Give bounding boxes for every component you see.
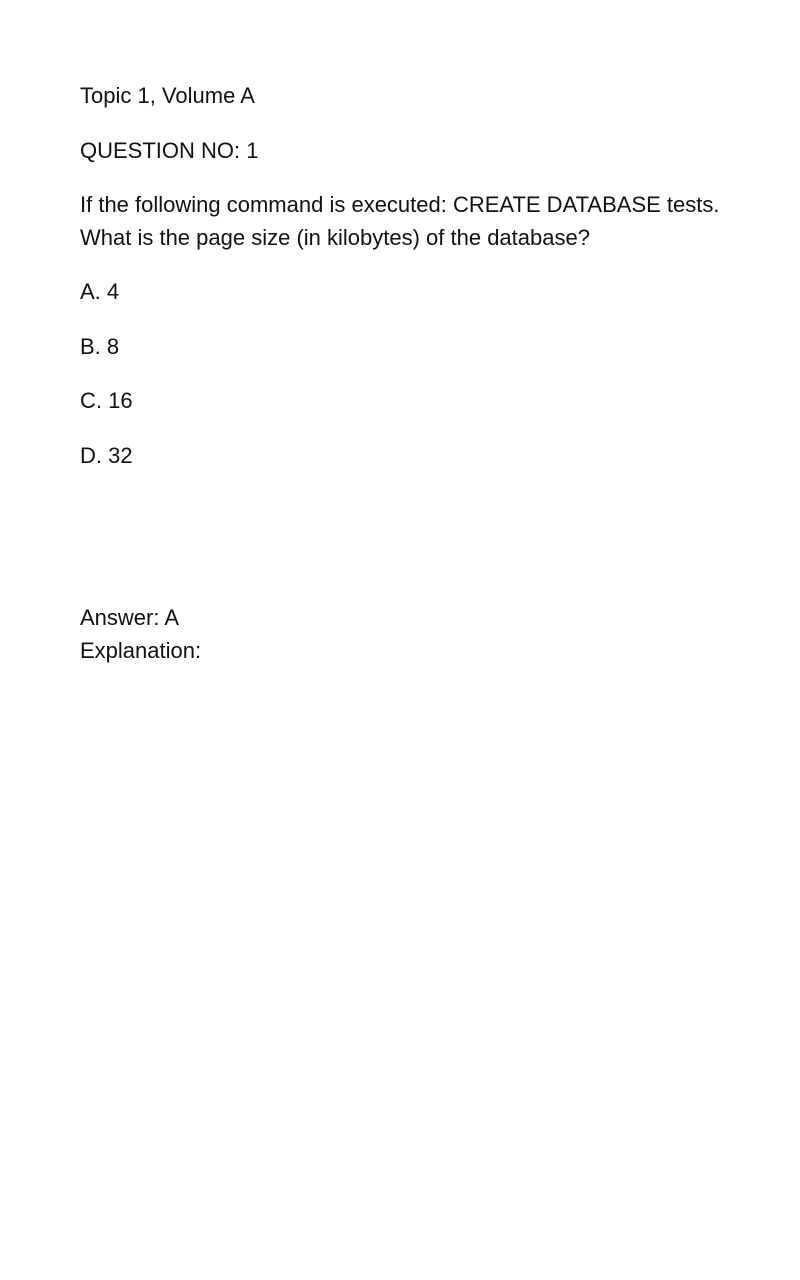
option-d: D. 32 — [80, 442, 133, 468]
answer-line: Answer: A — [80, 605, 180, 630]
topic-heading: Topic 1, Volume A — [80, 83, 255, 108]
option-c: C. 16 — [80, 388, 133, 413]
question-number: QUESTION NO: 1 — [80, 137, 259, 163]
answer-options — [80, 276, 720, 472]
option-a: A. 4 — [80, 279, 120, 304]
answer-block — [80, 602, 720, 667]
explanation-label: Explanation: — [80, 637, 202, 663]
option-b: B. 8 — [80, 333, 120, 359]
document-page — [80, 80, 720, 667]
question-text: If the following command is executed: CREATE DATABASE tests. What is the page size (in kilobytes) of the database? — [80, 192, 720, 250]
